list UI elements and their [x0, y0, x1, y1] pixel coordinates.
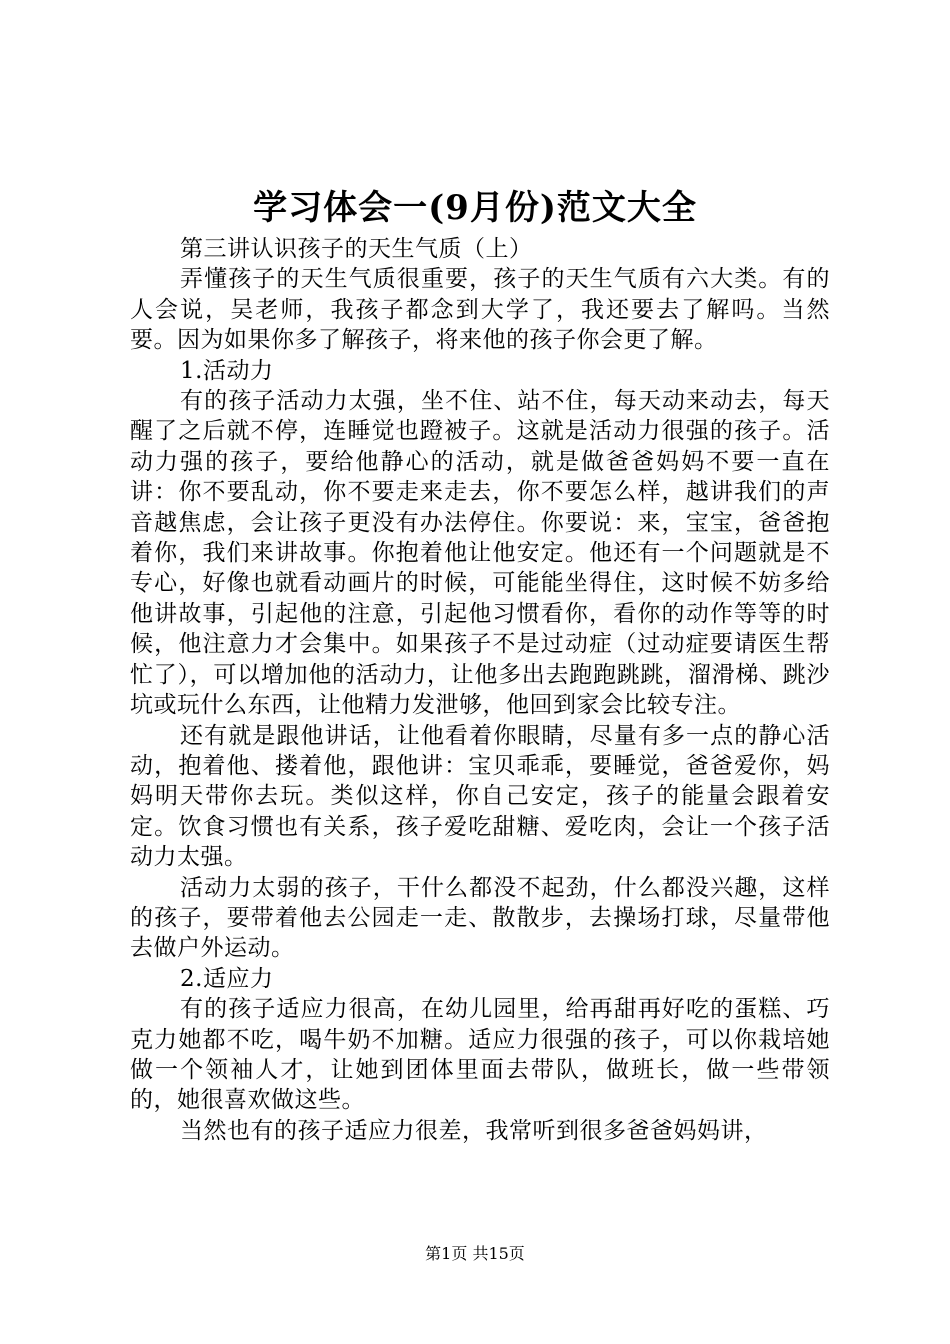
paragraph-lecture-heading: 第三讲认识孩子的天生气质（上）: [180, 236, 533, 262]
document-title: 学习体会一(9月份)范文大全: [253, 188, 697, 228]
document-body: [130, 234, 830, 1146]
paragraph-activity-strong: 有的孩子活动力太强，坐不住、站不住，每天动来动去，每天醒了之后就不停，连睡觉也蹬被子。这就是活动力很强的孩子。活动力强的孩子，要给他静心的活动，就是做爸爸妈妈不要一直在讲：你不要乱动，你不要走来走去，你不要怎么样，越讲我们的声音越焦虑，会让孩子更没有办法停住。你要说：来，宝宝，爸爸抱着你，我们来讲故事。你抱着他让他安定。他还有一个问题就是不专心，好像也就看动画片的时候，可能能坐得住，这时候不妨多给他讲故事，引起他的注意，引起他习惯看你，看你的动作等等的时候，他注意力才会集中。如果孩子不是过动症（过动症要请医生帮忙了），可以增加他的活动力，让他多出去跑跑跳跳，溜滑梯、跳沙坑或玩什么东西，让他精力发泄够，他回到家会比较专注。: [130, 388, 830, 719]
paragraph-activity-weak: 活动力太弱的孩子，干什么都没不起劲，什么都没兴趣，这样的孩子，要带着他去公园走一走、散散步，去操场打球，尽量带他去做户外运动。: [130, 874, 830, 962]
paragraph-intro: 弄懂孩子的天生气质很重要，孩子的天生气质有六大类。有的人会说，吴老师，我孩子都念到大学了，我还要去了解吗。当然要。因为如果你多了解孩子，将来他的孩子你会更了解。: [130, 266, 830, 354]
section-heading-adaptability: 2.适应力: [180, 965, 274, 992]
paragraph-activity-calm: 还有就是跟他讲话，让他看着你眼睛，尽量有多一点的静心活动，抱着他、搂着他，跟他讲：宝贝乖乖，要睡觉，爸爸爱你，妈妈明天带你去玩。类似这样，你自己安定，孩子的能量会跟着安定。饮食习惯也有关系，孩子爱吃甜糖、爱吃肉，会让一个孩子活动力太强。: [130, 722, 830, 871]
paragraph-adaptability-high: 有的孩子适应力很高，在幼儿园里，给再甜再好吃的蛋糕、巧克力她都不吃，喝牛奶不加糖。适应力很强的孩子，可以你栽培她做一个领袖人才，让她到团体里面去带队，做班长，做一些带领的，她很喜欢做这些。: [130, 996, 830, 1114]
paragraph-adaptability-low: 当然也有的孩子适应力很差，我常听到很多爸爸妈妈讲，: [180, 1117, 768, 1144]
section-heading-activity: 1.活动力: [180, 357, 274, 384]
page-number-footer: 第1页 共15页: [425, 1244, 525, 1263]
